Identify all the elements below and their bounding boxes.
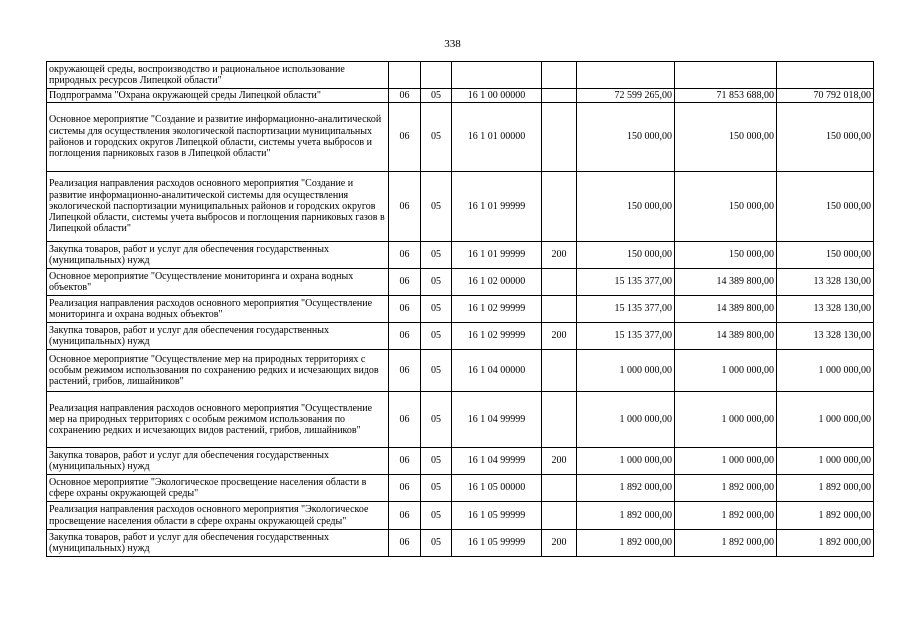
table-row: [47, 62, 874, 89]
row-sum-2: 150 000,00: [675, 172, 777, 242]
row-section-code: 06: [389, 530, 421, 557]
row-target-code: 16 1 05 99999: [452, 502, 542, 530]
row-sum-1: 1 892 000,00: [577, 530, 675, 557]
row-sum-2: 1 892 000,00: [675, 530, 777, 557]
row-subsection-code: 05: [421, 475, 452, 502]
row-sum-1: 72 599 265,00: [577, 89, 675, 103]
table-row: [47, 502, 874, 530]
row-sum-2: 1 892 000,00: [675, 475, 777, 502]
table-row: [47, 392, 874, 448]
row-sum-1: 1 000 000,00: [577, 392, 675, 448]
table-row: [47, 296, 874, 323]
row-name: Основное мероприятие "Создание и развитие информационно-аналитической системы для осуществления экологической паспортизации муниципальных районов и городских округов Липецкой области, системы учета выбросов и поглощения парниковых газов в Липецкой области": [47, 103, 389, 172]
row-sum-3: [777, 62, 874, 89]
row-sum-1: 150 000,00: [577, 242, 675, 269]
row-expense-type: [542, 392, 577, 448]
row-section-code: 06: [389, 323, 421, 350]
row-section-code: 06: [389, 475, 421, 502]
row-sum-3: 13 328 130,00: [777, 323, 874, 350]
row-target-code: 16 1 02 00000: [452, 269, 542, 296]
row-target-code: 16 1 04 99999: [452, 392, 542, 448]
page-number: 338: [444, 38, 461, 50]
row-target-code: 16 1 02 99999: [452, 323, 542, 350]
row-section-code: 06: [389, 448, 421, 475]
table-row: [47, 172, 874, 242]
row-sum-3: 150 000,00: [777, 242, 874, 269]
table-row: [47, 242, 874, 269]
row-sum-2: [675, 62, 777, 89]
row-sum-3: 1 000 000,00: [777, 448, 874, 475]
row-sum-2: 14 389 800,00: [675, 269, 777, 296]
row-target-code: 16 1 01 99999: [452, 172, 542, 242]
row-sum-2: 1 000 000,00: [675, 448, 777, 475]
row-sum-1: 1 892 000,00: [577, 475, 675, 502]
row-sum-1: 15 135 377,00: [577, 323, 675, 350]
row-name: Основное мероприятие "Осуществление мониторинга и охрана водных объектов": [47, 269, 389, 296]
row-name: Реализация направления расходов основного мероприятия "Осуществление мониторинга и охрана водных объектов": [47, 296, 389, 323]
row-expense-type: 200: [542, 242, 577, 269]
row-section-code: 06: [389, 296, 421, 323]
row-expense-type: [542, 103, 577, 172]
row-name: Закупка товаров, работ и услуг для обеспечения государственных (муниципальных) нужд: [47, 530, 389, 557]
row-sum-2: 150 000,00: [675, 103, 777, 172]
row-sum-1: [577, 62, 675, 89]
row-sum-3: 1 000 000,00: [777, 350, 874, 392]
row-target-code: 16 1 00 00000: [452, 89, 542, 103]
row-subsection-code: 05: [421, 323, 452, 350]
row-subsection-code: 05: [421, 530, 452, 557]
row-sum-2: 1 892 000,00: [675, 502, 777, 530]
row-sum-2: 1 000 000,00: [675, 392, 777, 448]
row-section-code: 06: [389, 172, 421, 242]
row-sum-3: 150 000,00: [777, 172, 874, 242]
row-sum-3: 70 792 018,00: [777, 89, 874, 103]
table-row: [47, 89, 874, 103]
row-expense-type: [542, 502, 577, 530]
row-sum-2: 14 389 800,00: [675, 296, 777, 323]
table-row: [47, 475, 874, 502]
row-subsection-code: 05: [421, 296, 452, 323]
row-section-code: 06: [389, 103, 421, 172]
row-expense-type: [542, 350, 577, 392]
row-name: Основное мероприятие "Осуществление мер на природных территориях с особым режимом использования по сохранению редких и исчезающих видов растений, грибов, лишайников": [47, 350, 389, 392]
row-target-code: 16 1 05 00000: [452, 475, 542, 502]
row-sum-3: 1 000 000,00: [777, 392, 874, 448]
row-sum-1: 150 000,00: [577, 103, 675, 172]
budget-table: [46, 61, 874, 557]
row-target-code: 16 1 01 99999: [452, 242, 542, 269]
row-target-code: 16 1 05 99999: [452, 530, 542, 557]
row-subsection-code: 05: [421, 448, 452, 475]
row-target-code: [452, 62, 542, 89]
row-name: Подпрограмма "Охрана окружающей среды Липецкой области": [47, 89, 389, 103]
row-section-code: 06: [389, 89, 421, 103]
table-row: [47, 323, 874, 350]
row-expense-type: [542, 269, 577, 296]
row-expense-type: 200: [542, 323, 577, 350]
row-sum-1: 1 892 000,00: [577, 502, 675, 530]
table-row: [47, 269, 874, 296]
row-sum-1: 1 000 000,00: [577, 350, 675, 392]
row-sum-2: 150 000,00: [675, 242, 777, 269]
row-subsection-code: 05: [421, 89, 452, 103]
row-subsection-code: [421, 62, 452, 89]
row-expense-type: [542, 89, 577, 103]
row-sum-2: 1 000 000,00: [675, 350, 777, 392]
row-sum-3: 13 328 130,00: [777, 269, 874, 296]
row-subsection-code: 05: [421, 502, 452, 530]
row-sum-3: 150 000,00: [777, 103, 874, 172]
row-sum-1: 15 135 377,00: [577, 269, 675, 296]
row-expense-type: [542, 172, 577, 242]
row-sum-1: 150 000,00: [577, 172, 675, 242]
row-subsection-code: 05: [421, 103, 452, 172]
row-subsection-code: 05: [421, 350, 452, 392]
row-subsection-code: 05: [421, 172, 452, 242]
row-subsection-code: 05: [421, 392, 452, 448]
row-sum-3: 1 892 000,00: [777, 475, 874, 502]
row-sum-1: 1 000 000,00: [577, 448, 675, 475]
row-subsection-code: 05: [421, 269, 452, 296]
row-name: Закупка товаров, работ и услуг для обеспечения государственных (муниципальных) нужд: [47, 323, 389, 350]
row-sum-2: 14 389 800,00: [675, 323, 777, 350]
row-section-code: 06: [389, 269, 421, 296]
row-name: Закупка товаров, работ и услуг для обеспечения государственных (муниципальных) нужд: [47, 242, 389, 269]
row-sum-2: 71 853 688,00: [675, 89, 777, 103]
row-target-code: 16 1 02 99999: [452, 296, 542, 323]
row-name: Основное мероприятие "Экологическое просвещение населения области в сфере охраны окружающей среды": [47, 475, 389, 502]
row-subsection-code: 05: [421, 242, 452, 269]
row-name: Реализация направления расходов основного мероприятия "Осуществление мер на природных территориях с особым режимом использования по сохранению редких и исчезающих видов растений, грибов, лишайников": [47, 392, 389, 448]
row-expense-type: [542, 475, 577, 502]
row-name: Реализация направления расходов основного мероприятия "Создание и развитие информационно-аналитической системы для осуществления экологической паспортизации муниципальных районов и городских округов Липецкой области, системы учета выбросов и поглощения парниковых газов в Липецкой области": [47, 172, 389, 242]
table-row: [47, 448, 874, 475]
row-target-code: 16 1 04 99999: [452, 448, 542, 475]
row-target-code: 16 1 04 00000: [452, 350, 542, 392]
row-expense-type: [542, 62, 577, 89]
row-name: окружающей среды, воспроизводство и рациональное использование природных ресурсов Липецкой области": [47, 62, 389, 89]
row-section-code: 06: [389, 502, 421, 530]
row-section-code: [389, 62, 421, 89]
row-sum-3: 1 892 000,00: [777, 530, 874, 557]
row-section-code: 06: [389, 350, 421, 392]
row-section-code: 06: [389, 392, 421, 448]
row-expense-type: 200: [542, 448, 577, 475]
row-sum-3: 1 892 000,00: [777, 502, 874, 530]
row-name: Реализация направления расходов основного мероприятия "Экологическое просвещение населения области в сфере охраны окружающей среды": [47, 502, 389, 530]
row-section-code: 06: [389, 242, 421, 269]
table-row: [47, 103, 874, 172]
row-expense-type: [542, 296, 577, 323]
row-sum-3: 13 328 130,00: [777, 296, 874, 323]
table-body: [47, 62, 874, 557]
row-expense-type: 200: [542, 530, 577, 557]
row-name: Закупка товаров, работ и услуг для обеспечения государственных (муниципальных) нужд: [47, 448, 389, 475]
row-sum-1: 15 135 377,00: [577, 296, 675, 323]
table-row: [47, 530, 874, 557]
table-row: [47, 350, 874, 392]
row-target-code: 16 1 01 00000: [452, 103, 542, 172]
